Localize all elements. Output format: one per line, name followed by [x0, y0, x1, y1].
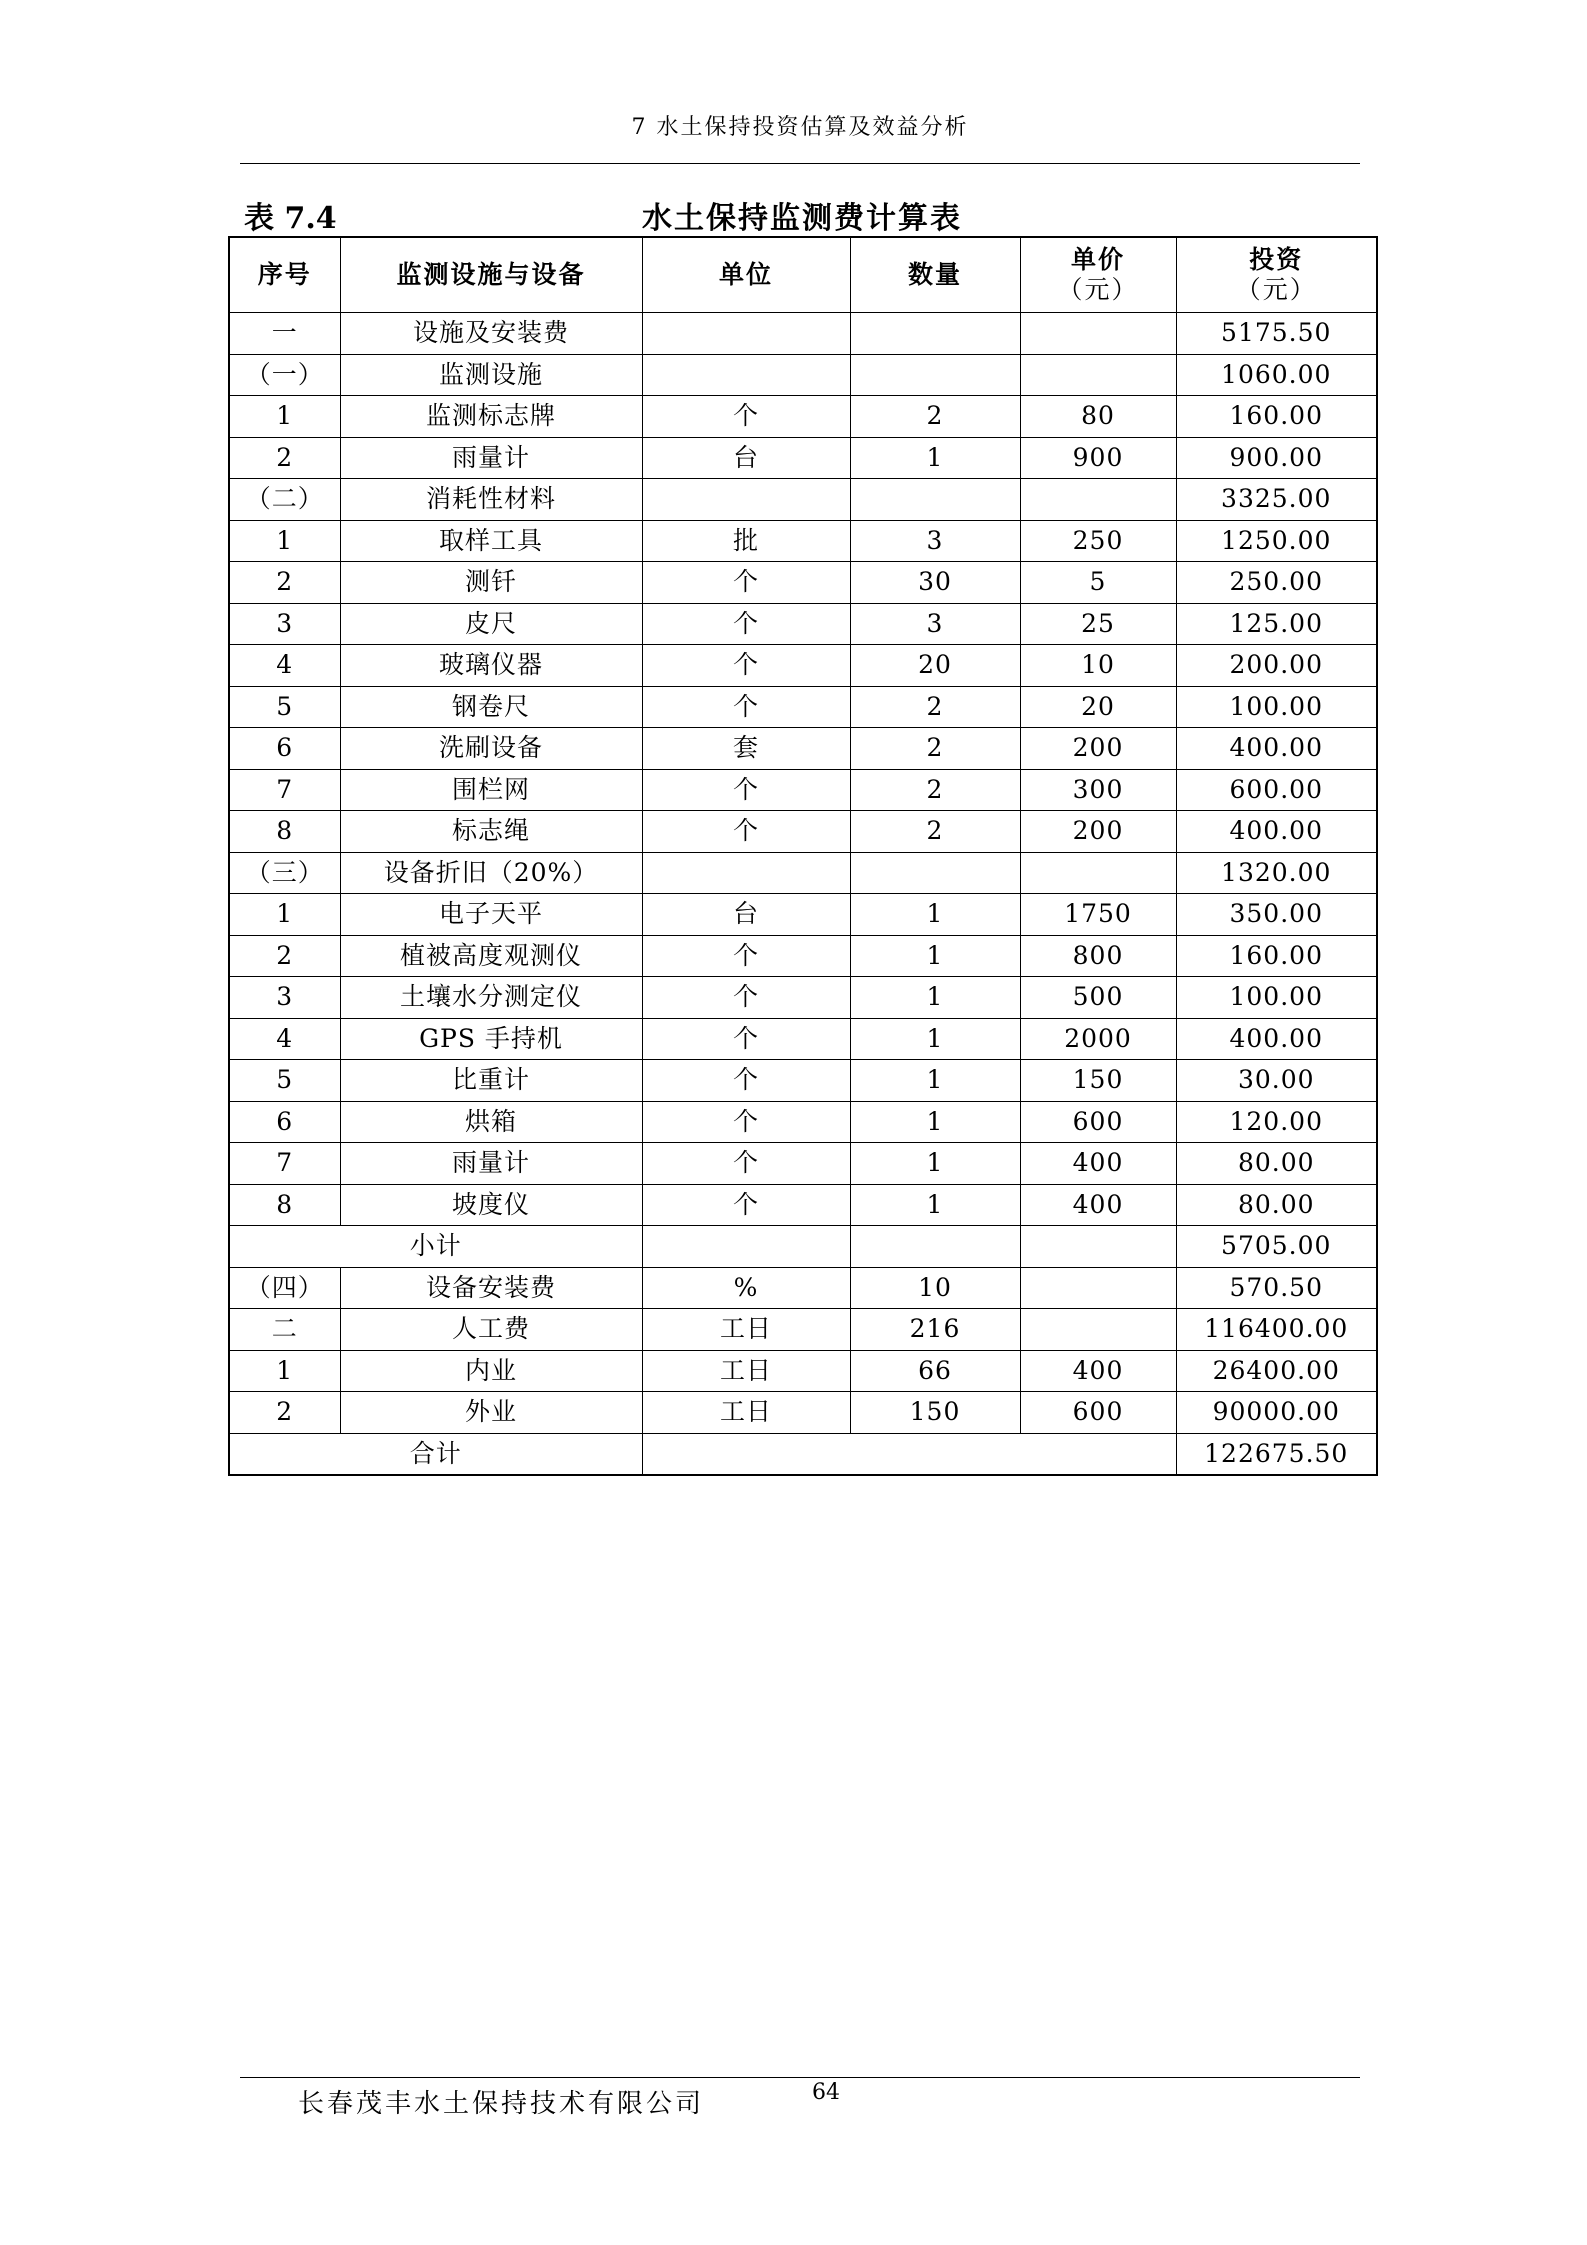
cell-seq: 3 — [229, 977, 340, 1019]
cell-price: 300 — [1020, 769, 1176, 811]
cell-qty: 1 — [850, 935, 1020, 977]
cell-price — [1020, 354, 1176, 396]
cell-qty — [850, 479, 1020, 521]
table-row — [229, 811, 1377, 853]
table-row — [229, 1143, 1377, 1185]
cell-item: 雨量计 — [340, 1143, 642, 1185]
monitoring-cost-table — [228, 236, 1378, 1476]
table-row — [229, 769, 1377, 811]
col-header-invest-unit: （元） — [1235, 275, 1317, 304]
cell-invest: 350.00 — [1176, 894, 1377, 936]
col-header-price — [1020, 237, 1176, 313]
cell-seq: 8 — [229, 1184, 340, 1226]
table-row — [229, 1392, 1377, 1434]
cell-qty: 1 — [850, 437, 1020, 479]
cell-price: 500 — [1020, 977, 1176, 1019]
table-row — [229, 645, 1377, 687]
cell-unit — [642, 852, 850, 894]
cell-item: 电子天平 — [340, 894, 642, 936]
cell-invest: 100.00 — [1176, 686, 1377, 728]
col-header-price-unit: （元） — [1057, 275, 1139, 304]
cell-price: 900 — [1020, 437, 1176, 479]
table-row — [229, 313, 1377, 355]
cell-unit — [642, 354, 850, 396]
cell-qty: 3 — [850, 520, 1020, 562]
cell-item: 内业 — [340, 1350, 642, 1392]
cell-unit: 个 — [642, 935, 850, 977]
cell-qty: 2 — [850, 396, 1020, 438]
header-rule — [240, 163, 1360, 164]
table-header-row — [229, 237, 1377, 313]
col-header-invest-label: 投资 — [1249, 245, 1304, 274]
cell-qty: 3 — [850, 603, 1020, 645]
cell-seq: 1 — [229, 396, 340, 438]
col-header-seq: 序号 — [229, 237, 340, 313]
cell-item: 比重计 — [340, 1060, 642, 1102]
table-row — [229, 1101, 1377, 1143]
cell-qty — [850, 354, 1020, 396]
cell-price: 800 — [1020, 935, 1176, 977]
cell-qty: 1 — [850, 894, 1020, 936]
cell-unit: 个 — [642, 769, 850, 811]
cell-seq: 2 — [229, 562, 340, 604]
table-cell — [642, 1226, 850, 1268]
col-header-price-label: 单价 — [1070, 245, 1125, 274]
cell-seq: 2 — [229, 1392, 340, 1434]
cell-invest: 125.00 — [1176, 603, 1377, 645]
cell-price: 600 — [1020, 1392, 1176, 1434]
cell-qty: 2 — [850, 769, 1020, 811]
cell-unit: 个 — [642, 686, 850, 728]
cell-price: 250 — [1020, 520, 1176, 562]
cell-item: 设施及安装费 — [340, 313, 642, 355]
cell-price: 400 — [1020, 1184, 1176, 1226]
cell-invest: 400.00 — [1176, 1018, 1377, 1060]
cell-invest: 80.00 — [1176, 1143, 1377, 1185]
cell-seq: 8 — [229, 811, 340, 853]
table-body-after — [229, 1267, 1377, 1433]
table-title: 水土保持监测费计算表 — [642, 201, 962, 236]
cell-price: 20 — [1020, 686, 1176, 728]
cell-qty: 1 — [850, 1143, 1020, 1185]
cell-item: 雨量计 — [340, 437, 642, 479]
cell-qty: 1 — [850, 1018, 1020, 1060]
cell-seq: 1 — [229, 894, 340, 936]
cell-item: 消耗性材料 — [340, 479, 642, 521]
cell-price: 2000 — [1020, 1018, 1176, 1060]
cell-unit: 个 — [642, 603, 850, 645]
col-header-unit: 单位 — [642, 237, 850, 313]
cell-price: 400 — [1020, 1143, 1176, 1185]
cell-price: 400 — [1020, 1350, 1176, 1392]
cell-unit: 个 — [642, 1143, 850, 1185]
cell-invest: 250.00 — [1176, 562, 1377, 604]
table-row — [229, 1184, 1377, 1226]
cell-item: 洗刷设备 — [340, 728, 642, 770]
cell-item: 坡度仪 — [340, 1184, 642, 1226]
cell-invest: 30.00 — [1176, 1060, 1377, 1102]
table-row — [229, 1060, 1377, 1102]
cell-price: 80 — [1020, 396, 1176, 438]
cell-invest: 80.00 — [1176, 1184, 1377, 1226]
cell-qty — [850, 313, 1020, 355]
cell-item: 测钎 — [340, 562, 642, 604]
cell-item: 设备折旧（20%） — [340, 852, 642, 894]
cell-unit: 个 — [642, 811, 850, 853]
cell-unit: 个 — [642, 1184, 850, 1226]
cell-unit: 套 — [642, 728, 850, 770]
cell-item: 取样工具 — [340, 520, 642, 562]
cell-invest: 116400.00 — [1176, 1309, 1377, 1351]
cell-seq: （三） — [229, 852, 340, 894]
cell-qty: 66 — [850, 1350, 1020, 1392]
cell-seq: 5 — [229, 1060, 340, 1102]
cell-unit: 个 — [642, 645, 850, 687]
table-row — [229, 396, 1377, 438]
table-row — [229, 1267, 1377, 1309]
cell-price — [1020, 1309, 1176, 1351]
subtotal-row — [229, 1226, 1377, 1268]
cell-unit: 个 — [642, 1101, 850, 1143]
cell-price: 600 — [1020, 1101, 1176, 1143]
cell-invest: 5175.50 — [1176, 313, 1377, 355]
page-number: 64 — [812, 2080, 840, 2105]
cell-seq: 2 — [229, 935, 340, 977]
cell-item: 监测标志牌 — [340, 396, 642, 438]
cell-invest: 100.00 — [1176, 977, 1377, 1019]
cell-seq: 一 — [229, 313, 340, 355]
cell-seq: 5 — [229, 686, 340, 728]
subtotal-label: 小计 — [229, 1226, 642, 1268]
cell-invest: 200.00 — [1176, 645, 1377, 687]
cell-invest: 900.00 — [1176, 437, 1377, 479]
cell-qty: 1 — [850, 1060, 1020, 1102]
cell-item: 设备安装费 — [340, 1267, 642, 1309]
cell-item: 人工费 — [340, 1309, 642, 1351]
cell-seq: 4 — [229, 1018, 340, 1060]
cell-price — [1020, 1267, 1176, 1309]
total-row — [229, 1433, 1377, 1475]
cell-invest: 570.50 — [1176, 1267, 1377, 1309]
cell-invest: 400.00 — [1176, 811, 1377, 853]
cell-item: 烘箱 — [340, 1101, 642, 1143]
cell-unit: 工日 — [642, 1392, 850, 1434]
table-cell — [850, 1226, 1020, 1268]
cell-qty: 2 — [850, 686, 1020, 728]
cell-item: 监测设施 — [340, 354, 642, 396]
table-row — [229, 728, 1377, 770]
cell-unit: 工日 — [642, 1350, 850, 1392]
cell-item: GPS 手持机 — [340, 1018, 642, 1060]
table-row — [229, 935, 1377, 977]
total-label: 合计 — [229, 1433, 642, 1475]
cell-qty: 2 — [850, 728, 1020, 770]
cell-seq: 1 — [229, 520, 340, 562]
table-number: 表 7.4 — [244, 201, 337, 236]
cell-unit: 个 — [642, 562, 850, 604]
col-header-qty: 数量 — [850, 237, 1020, 313]
cell-price — [1020, 479, 1176, 521]
cell-price: 5 — [1020, 562, 1176, 604]
table-row — [229, 686, 1377, 728]
cell-unit: % — [642, 1267, 850, 1309]
table-cell — [1020, 1226, 1176, 1268]
col-header-invest — [1176, 237, 1377, 313]
table-row — [229, 603, 1377, 645]
table-row — [229, 354, 1377, 396]
cell-unit: 工日 — [642, 1309, 850, 1351]
table-row — [229, 1309, 1377, 1351]
cell-item: 土壤水分测定仪 — [340, 977, 642, 1019]
cell-seq: 7 — [229, 1143, 340, 1185]
cell-price: 200 — [1020, 811, 1176, 853]
cell-seq: 2 — [229, 437, 340, 479]
cell-invest: 90000.00 — [1176, 1392, 1377, 1434]
cell-invest: 1060.00 — [1176, 354, 1377, 396]
table-row — [229, 1350, 1377, 1392]
cell-seq: 3 — [229, 603, 340, 645]
cell-seq: （二） — [229, 479, 340, 521]
cell-qty: 150 — [850, 1392, 1020, 1434]
table-body-main — [229, 313, 1377, 1226]
cell-invest: 26400.00 — [1176, 1350, 1377, 1392]
footer-company: 长春茂丰水土保持技术有限公司 — [298, 2089, 705, 2119]
cell-qty: 1 — [850, 977, 1020, 1019]
cell-seq: 1 — [229, 1350, 340, 1392]
cell-unit: 个 — [642, 977, 850, 1019]
cell-seq: 6 — [229, 1101, 340, 1143]
cell-invest: 120.00 — [1176, 1101, 1377, 1143]
cell-unit: 台 — [642, 437, 850, 479]
cell-price: 200 — [1020, 728, 1176, 770]
cell-unit: 个 — [642, 396, 850, 438]
table-row — [229, 894, 1377, 936]
cell-qty: 2 — [850, 811, 1020, 853]
cell-seq: （四） — [229, 1267, 340, 1309]
cell-price — [1020, 852, 1176, 894]
cell-qty: 1 — [850, 1101, 1020, 1143]
table-row — [229, 520, 1377, 562]
cell-item: 玻璃仪器 — [340, 645, 642, 687]
table-row — [229, 852, 1377, 894]
cell-invest: 1250.00 — [1176, 520, 1377, 562]
cell-qty: 20 — [850, 645, 1020, 687]
cell-item: 外业 — [340, 1392, 642, 1434]
cell-price: 10 — [1020, 645, 1176, 687]
cell-qty: 216 — [850, 1309, 1020, 1351]
cell-invest: 1320.00 — [1176, 852, 1377, 894]
cell-unit — [642, 313, 850, 355]
table-row — [229, 479, 1377, 521]
total-invest: 122675.50 — [1176, 1433, 1377, 1475]
cell-qty: 10 — [850, 1267, 1020, 1309]
cell-unit: 个 — [642, 1060, 850, 1102]
table-row — [229, 562, 1377, 604]
cell-item: 标志绳 — [340, 811, 642, 853]
cell-item: 植被高度观测仪 — [340, 935, 642, 977]
cell-unit: 批 — [642, 520, 850, 562]
cell-seq: （一） — [229, 354, 340, 396]
cell-seq: 二 — [229, 1309, 340, 1351]
cell-invest: 160.00 — [1176, 935, 1377, 977]
table-body-subtotal — [229, 1226, 1377, 1268]
cell-seq: 6 — [229, 728, 340, 770]
running-header: 7 水土保持投资估算及效益分析 — [631, 115, 969, 140]
cell-invest: 600.00 — [1176, 769, 1377, 811]
cell-qty: 30 — [850, 562, 1020, 604]
cell-invest: 160.00 — [1176, 396, 1377, 438]
cell-item: 钢卷尺 — [340, 686, 642, 728]
table-row — [229, 977, 1377, 1019]
cell-qty: 1 — [850, 1184, 1020, 1226]
table-row — [229, 437, 1377, 479]
footer-rule — [240, 2077, 1360, 2078]
table-row — [229, 1018, 1377, 1060]
cell-seq: 4 — [229, 645, 340, 687]
cell-price: 150 — [1020, 1060, 1176, 1102]
cell-item: 皮尺 — [340, 603, 642, 645]
cell-price: 25 — [1020, 603, 1176, 645]
subtotal-invest: 5705.00 — [1176, 1226, 1377, 1268]
cell-invest: 400.00 — [1176, 728, 1377, 770]
table-cell — [642, 1433, 1176, 1475]
cell-qty — [850, 852, 1020, 894]
col-header-item: 监测设施与设备 — [340, 237, 642, 313]
cell-invest: 3325.00 — [1176, 479, 1377, 521]
table-body-total — [229, 1433, 1377, 1475]
cell-price: 1750 — [1020, 894, 1176, 936]
cell-unit: 个 — [642, 1018, 850, 1060]
cell-seq: 7 — [229, 769, 340, 811]
cell-unit — [642, 479, 850, 521]
cell-item: 围栏网 — [340, 769, 642, 811]
cell-unit: 台 — [642, 894, 850, 936]
cell-price — [1020, 313, 1176, 355]
